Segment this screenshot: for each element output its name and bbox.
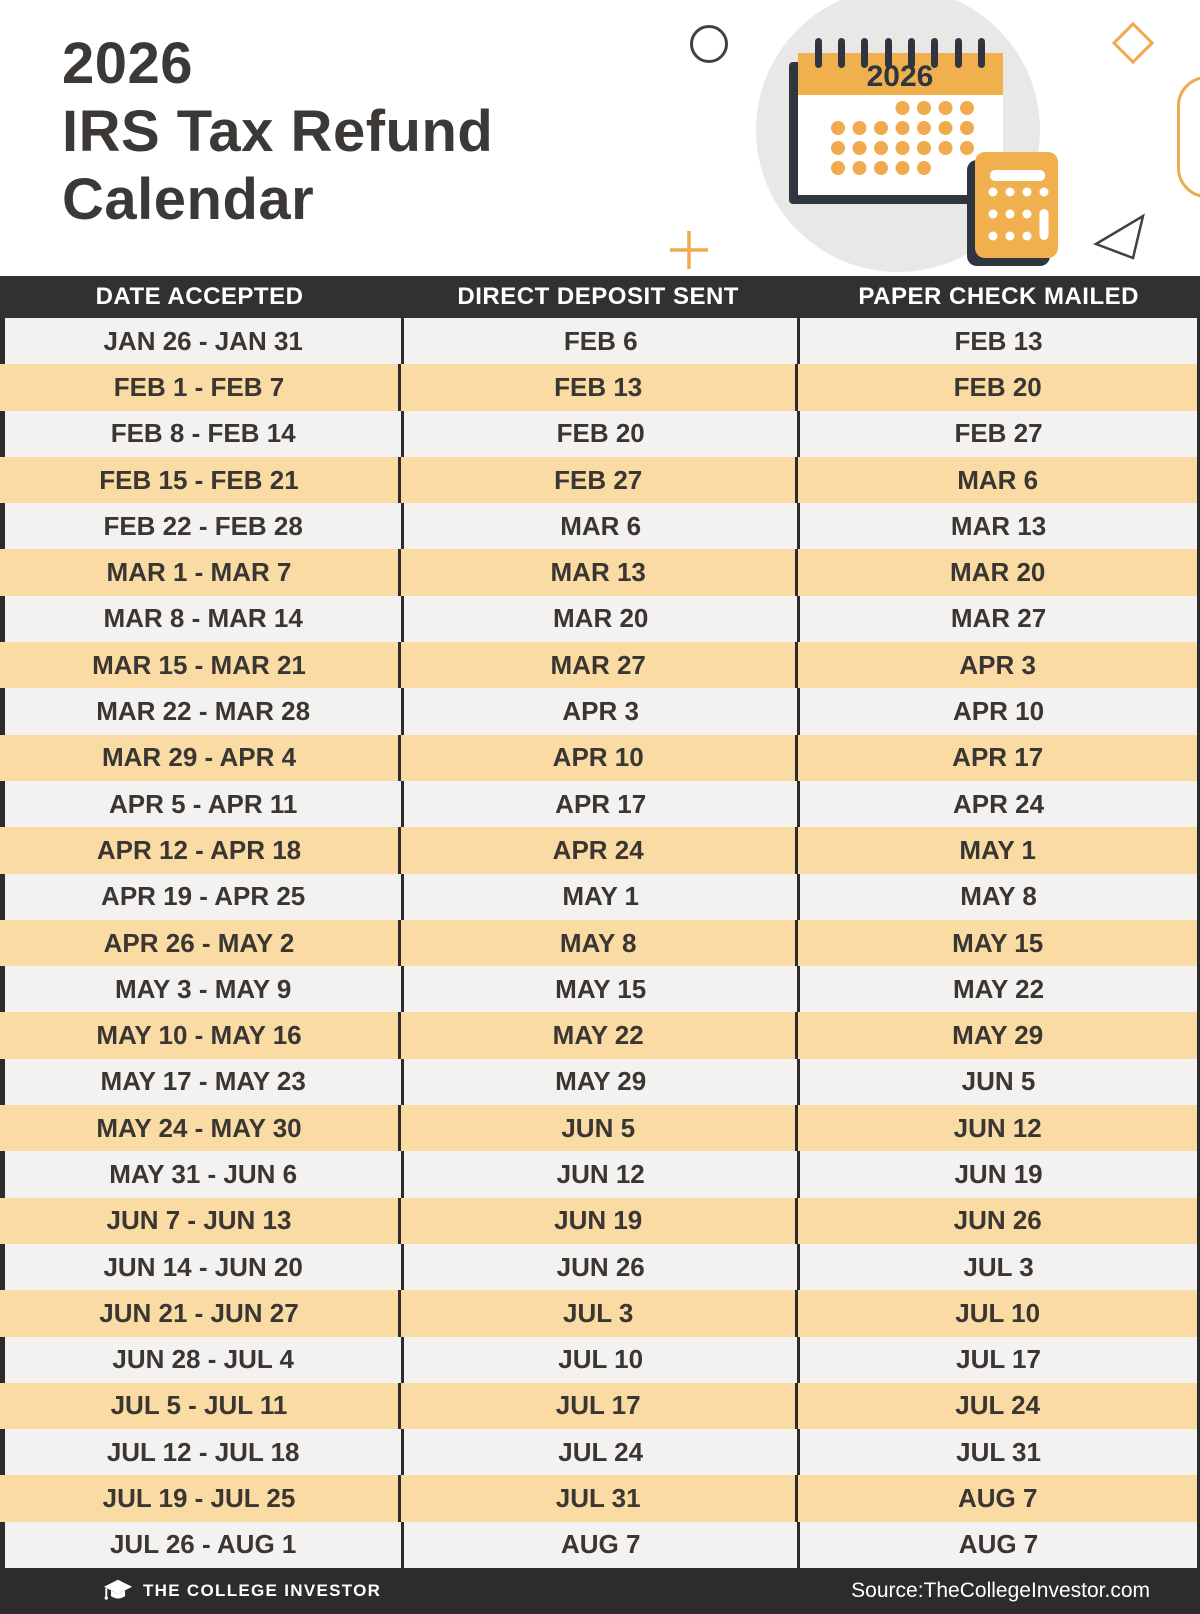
cell-date-accepted: MAY 10 - MAY 16 <box>96 1020 302 1051</box>
cell-paper-check-mailed: APR 17 <box>795 735 1197 781</box>
calculator-body <box>975 152 1058 258</box>
cell-direct-deposit-sent: JUN 19 <box>398 1198 795 1244</box>
cell-date-accepted: JUN 7 - JUN 13 <box>106 1205 292 1236</box>
cell-date-accepted: JUN 28 - JUL 4 <box>112 1344 294 1375</box>
cell-direct-deposit-sent: JUL 3 <box>398 1290 795 1336</box>
table-row <box>0 318 1197 364</box>
graduation-cap-icon <box>103 1578 133 1604</box>
cell-date-accepted: MAR 15 - MAR 21 <box>92 649 306 680</box>
table-row <box>0 1244 1197 1290</box>
hero-section <box>0 0 1200 276</box>
cell-paper-check-mailed: APR 24 <box>797 781 1197 827</box>
cell-date-accepted: JUL 5 - JUL 11 <box>110 1390 288 1421</box>
cell-date-accepted: JAN 26 - JAN 31 <box>103 325 303 356</box>
cell-date-accepted: JUN 14 - JUN 20 <box>103 1251 303 1282</box>
footer-bar <box>0 1568 1200 1614</box>
table-row <box>0 966 1197 1012</box>
table-header-row <box>0 276 1200 318</box>
cell-direct-deposit-sent: JUN 12 <box>401 1151 797 1197</box>
cell-direct-deposit-sent: JUL 31 <box>398 1475 795 1521</box>
brand-logo <box>103 1578 381 1604</box>
cell-direct-deposit-sent: MAR 13 <box>398 549 795 595</box>
cell-paper-check-mailed: JUL 17 <box>797 1337 1197 1383</box>
column-header-paper-check-mailed: PAPER CHECK MAILED <box>858 283 1139 310</box>
cell-paper-check-mailed: MAY 1 <box>795 827 1197 873</box>
table-row <box>0 688 1197 734</box>
cell-paper-check-mailed: JUN 26 <box>795 1198 1197 1244</box>
cell-paper-check-mailed: MAR 6 <box>795 457 1197 503</box>
table-row <box>0 1012 1197 1058</box>
cell-paper-check-mailed: JUN 19 <box>797 1151 1197 1197</box>
cell-date-accepted: FEB 1 - FEB 7 <box>113 371 285 402</box>
table-row <box>0 1290 1197 1336</box>
cell-direct-deposit-sent: FEB 6 <box>401 318 797 364</box>
cell-paper-check-mailed: JUL 24 <box>795 1383 1197 1429</box>
table-row <box>0 781 1197 827</box>
source-credit: Source:TheCollegeInvestor.com <box>851 1579 1150 1602</box>
cell-paper-check-mailed: FEB 27 <box>797 411 1197 457</box>
cell-date-accepted: JUN 21 - JUN 27 <box>99 1297 299 1328</box>
table-row <box>0 1151 1197 1197</box>
rounded-rect-outline-icon <box>1177 76 1200 198</box>
brand-name: THE COLLEGE INVESTOR <box>143 1581 382 1600</box>
cell-paper-check-mailed: MAY 22 <box>797 966 1197 1012</box>
table-row <box>0 1337 1197 1383</box>
cell-paper-check-mailed: MAY 8 <box>797 874 1197 920</box>
cell-direct-deposit-sent: APR 3 <box>401 688 797 734</box>
cell-direct-deposit-sent: APR 17 <box>401 781 797 827</box>
cell-direct-deposit-sent: JUN 5 <box>398 1105 795 1151</box>
cell-direct-deposit-sent: MAY 1 <box>401 874 797 920</box>
cell-direct-deposit-sent: APR 10 <box>398 735 795 781</box>
table-row <box>0 874 1197 920</box>
table-row <box>0 596 1197 642</box>
cell-date-accepted: APR 12 - APR 18 <box>96 834 302 865</box>
circle-outline-icon <box>690 25 728 63</box>
cell-direct-deposit-sent: JUL 17 <box>398 1383 795 1429</box>
cell-direct-deposit-sent: MAY 29 <box>401 1059 797 1105</box>
cell-date-accepted: MAY 3 - MAY 9 <box>115 973 292 1004</box>
table-row <box>0 549 1197 595</box>
table-row <box>0 827 1197 873</box>
cell-direct-deposit-sent: MAR 6 <box>401 503 797 549</box>
cell-date-accepted: MAY 17 - MAY 23 <box>100 1066 306 1097</box>
cell-date-accepted: MAR 29 - APR 4 <box>101 742 297 773</box>
cell-paper-check-mailed: JUL 31 <box>797 1429 1197 1475</box>
cell-paper-check-mailed: JUL 3 <box>797 1244 1197 1290</box>
calculator-screen <box>990 170 1045 181</box>
table-row <box>0 1429 1197 1475</box>
table-row <box>0 735 1197 781</box>
title-line-year: 2026 <box>62 31 194 96</box>
cell-direct-deposit-sent: FEB 20 <box>401 411 797 457</box>
cell-direct-deposit-sent: JUL 10 <box>401 1337 797 1383</box>
cell-direct-deposit-sent: MAR 27 <box>398 642 795 688</box>
cell-direct-deposit-sent: FEB 27 <box>398 457 795 503</box>
cell-paper-check-mailed: MAR 27 <box>797 596 1197 642</box>
cell-date-accepted: APR 5 - APR 11 <box>109 788 298 819</box>
table-row <box>0 1105 1197 1151</box>
cell-paper-check-mailed: FEB 20 <box>795 364 1197 410</box>
table-row <box>0 920 1197 966</box>
cell-paper-check-mailed: MAY 15 <box>795 920 1197 966</box>
table-row <box>0 1059 1197 1105</box>
cell-paper-check-mailed: APR 10 <box>797 688 1197 734</box>
cell-date-accepted: MAR 8 - MAR 14 <box>103 603 303 634</box>
cell-paper-check-mailed: APR 3 <box>795 642 1197 688</box>
table-row <box>0 1198 1197 1244</box>
cell-date-accepted: JUL 12 - JUL 18 <box>106 1436 300 1467</box>
table-row <box>0 364 1197 410</box>
cell-paper-check-mailed: JUL 10 <box>795 1290 1197 1336</box>
cell-date-accepted: JUL 26 - AUG 1 <box>109 1529 297 1560</box>
cell-direct-deposit-sent: APR 24 <box>398 827 795 873</box>
table-row <box>0 411 1197 457</box>
cell-paper-check-mailed: AUG 7 <box>797 1522 1197 1568</box>
cell-paper-check-mailed: JUN 12 <box>795 1105 1197 1151</box>
plus-icon <box>653 215 725 276</box>
cell-paper-check-mailed: MAR 13 <box>797 503 1197 549</box>
table-row <box>0 1383 1197 1429</box>
calendar-calculator-illustration <box>745 0 1075 276</box>
cell-date-accepted: APR 19 - APR 25 <box>101 881 306 912</box>
column-header-direct-deposit-sent: DIRECT DEPOSIT SENT <box>457 283 739 310</box>
cell-direct-deposit-sent: MAY 15 <box>401 966 797 1012</box>
cell-date-accepted: FEB 22 - FEB 28 <box>103 510 303 541</box>
cell-date-accepted: APR 26 - MAY 2 <box>103 927 295 958</box>
cell-direct-deposit-sent: FEB 13 <box>398 364 795 410</box>
table-row <box>0 642 1197 688</box>
table-row <box>0 1475 1197 1521</box>
cell-paper-check-mailed: MAR 20 <box>795 549 1197 595</box>
cell-date-accepted: MAY 24 - MAY 30 <box>96 1112 302 1143</box>
cell-paper-check-mailed: MAY 29 <box>795 1012 1197 1058</box>
table-row <box>0 457 1197 503</box>
cell-date-accepted: MAY 31 - JUN 6 <box>109 1158 298 1189</box>
table-row <box>0 1522 1197 1568</box>
calendar-year-label: 2026 <box>866 60 934 93</box>
cell-direct-deposit-sent: MAY 8 <box>398 920 795 966</box>
cell-paper-check-mailed: FEB 13 <box>797 318 1197 364</box>
diamond-outline-icon <box>1112 22 1154 64</box>
cell-date-accepted: MAR 22 - MAR 28 <box>96 696 311 727</box>
cell-paper-check-mailed: AUG 7 <box>795 1475 1197 1521</box>
title-line-middle: IRS Tax Refund <box>62 99 494 164</box>
cell-date-accepted: FEB 15 - FEB 21 <box>99 464 299 495</box>
cell-direct-deposit-sent: JUN 26 <box>401 1244 797 1290</box>
cell-direct-deposit-sent: AUG 7 <box>401 1522 797 1568</box>
cell-direct-deposit-sent: MAR 20 <box>401 596 797 642</box>
cell-date-accepted: JUL 19 - JUL 25 <box>102 1483 296 1514</box>
cell-paper-check-mailed: JUN 5 <box>797 1059 1197 1105</box>
page-title <box>62 30 493 234</box>
column-header-date-accepted: DATE ACCEPTED <box>95 283 304 310</box>
cell-direct-deposit-sent: JUL 24 <box>401 1429 797 1475</box>
cell-date-accepted: FEB 8 - FEB 14 <box>110 418 296 449</box>
title-line-last: Calendar <box>62 167 315 232</box>
triangle-outline-icon <box>1093 211 1149 263</box>
table-body <box>0 318 1200 1568</box>
cell-direct-deposit-sent: MAY 22 <box>398 1012 795 1058</box>
table-row <box>0 503 1197 549</box>
cell-date-accepted: MAR 1 - MAR 7 <box>106 557 292 588</box>
